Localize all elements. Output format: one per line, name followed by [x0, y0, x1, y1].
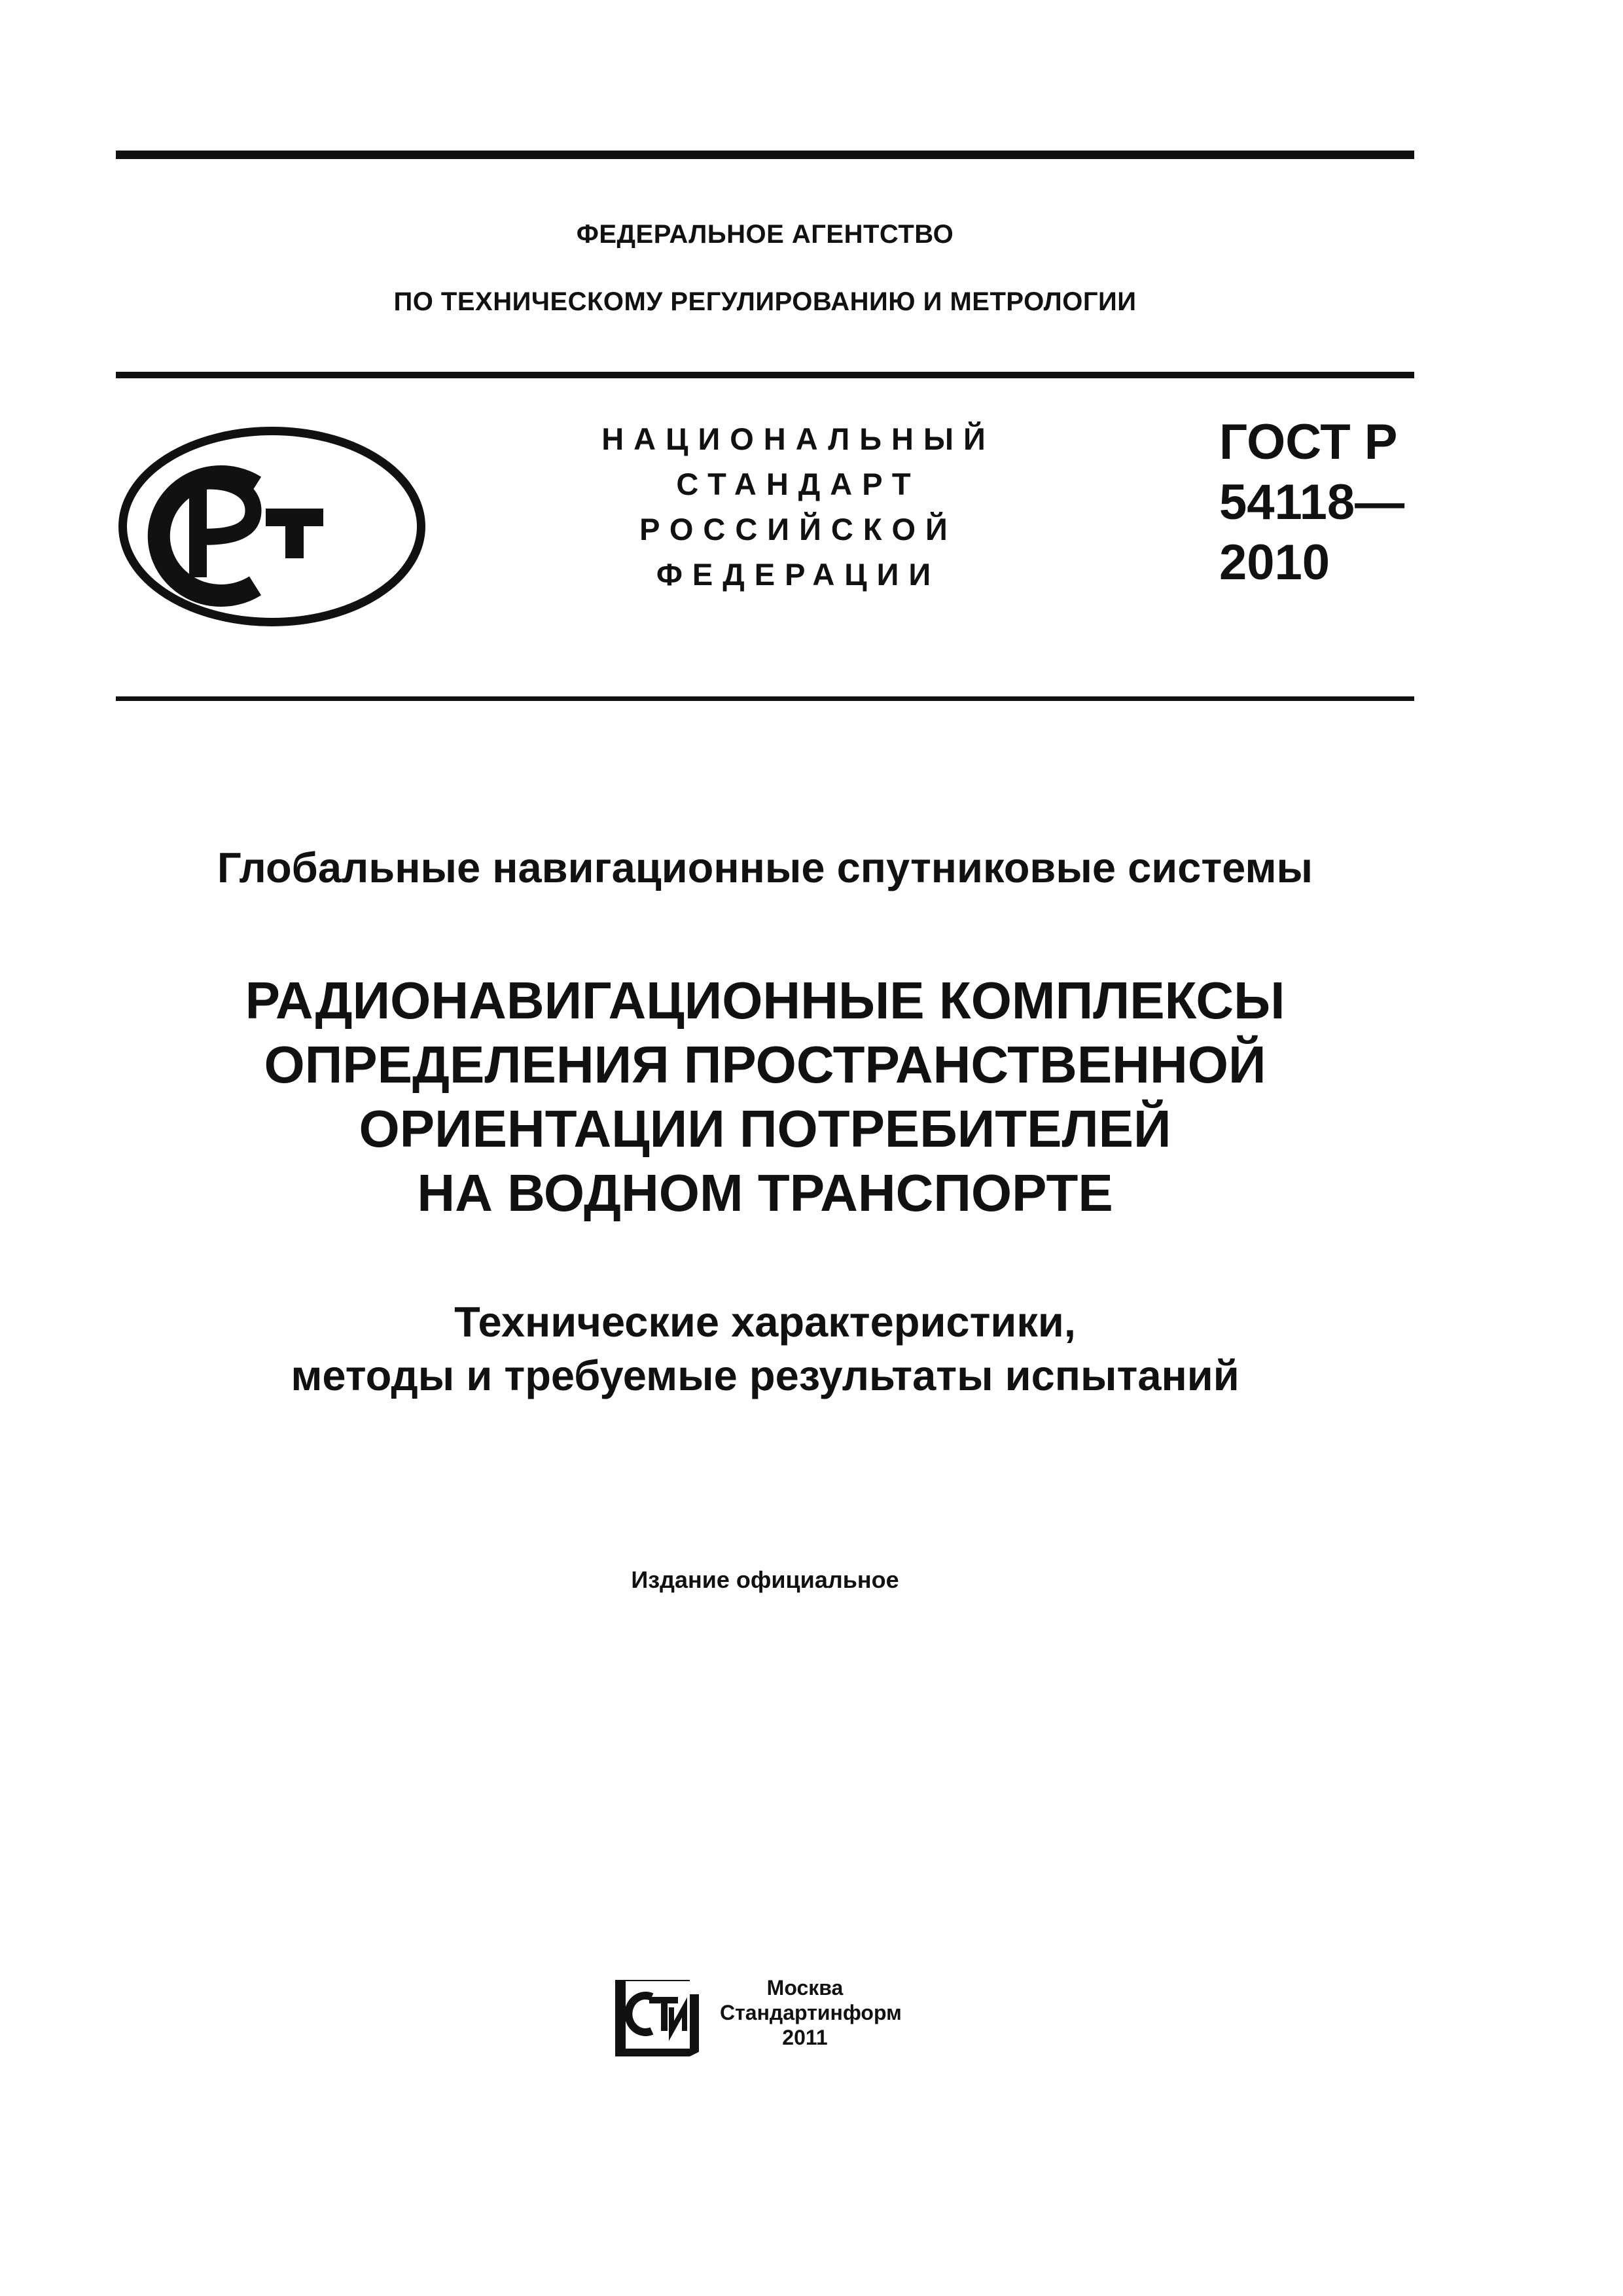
top-rule — [116, 151, 1414, 159]
imprint-year: 2011 — [782, 2026, 828, 2049]
subtitle-line-1: Технические характеристики, — [454, 1298, 1076, 1346]
imprint-city: Москва — [766, 1976, 844, 2000]
rst-emblem-logo — [116, 424, 427, 629]
main-title-line-1: РАДИОНАВИГАЦИОННЫЕ КОМПЛЕКСЫ — [245, 971, 1285, 1030]
designation-rule — [116, 696, 1414, 701]
gost-designation — [1219, 412, 1435, 593]
national-line-4: ФЕДЕРАЦИИ — [656, 557, 941, 592]
main-title-line-2: ОПРЕДЕЛЕНИЯ ПРОСТРАНСТВЕННОЙ — [264, 1035, 1266, 1094]
main-title-line-4: НА ВОДНОМ ТРАНСПОРТЕ — [417, 1164, 1113, 1222]
gost-line-3: 2010 — [1219, 535, 1330, 590]
agency-name-line-1: ФЕДЕРАЛЬНОЕ АГЕНТСТВО — [576, 220, 954, 249]
header-rule — [116, 372, 1414, 378]
gost-line-1: ГОСТ Р — [1219, 414, 1398, 470]
edition-label: Издание официальное — [631, 1566, 899, 1593]
imprint — [720, 1975, 902, 2050]
imprint-publisher: Стандартинформ — [720, 2001, 902, 2024]
national-standard-label — [563, 416, 1034, 597]
gost-line-2: 54118— — [1219, 475, 1405, 530]
subtitle-line-2: методы и требуемые результаты испытаний — [291, 1352, 1240, 1399]
sti-publisher-logo — [609, 1975, 705, 2060]
national-line-3: РОССИЙСКОЙ — [639, 512, 957, 547]
national-line-1: НАЦИОНАЛЬНЫЙ — [601, 422, 995, 456]
national-line-2: СТАНДАРТ — [676, 467, 921, 501]
group-title: Глобальные навигационные спутниковые системы — [217, 844, 1313, 891]
agency-name-line-2: ПО ТЕХНИЧЕСКОМУ РЕГУЛИРОВАНИЮ И МЕТРОЛОГИИ — [393, 287, 1137, 316]
main-title-line-3: ОРИЕНТАЦИИ ПОТРЕБИТЕЛЕЙ — [359, 1100, 1171, 1158]
